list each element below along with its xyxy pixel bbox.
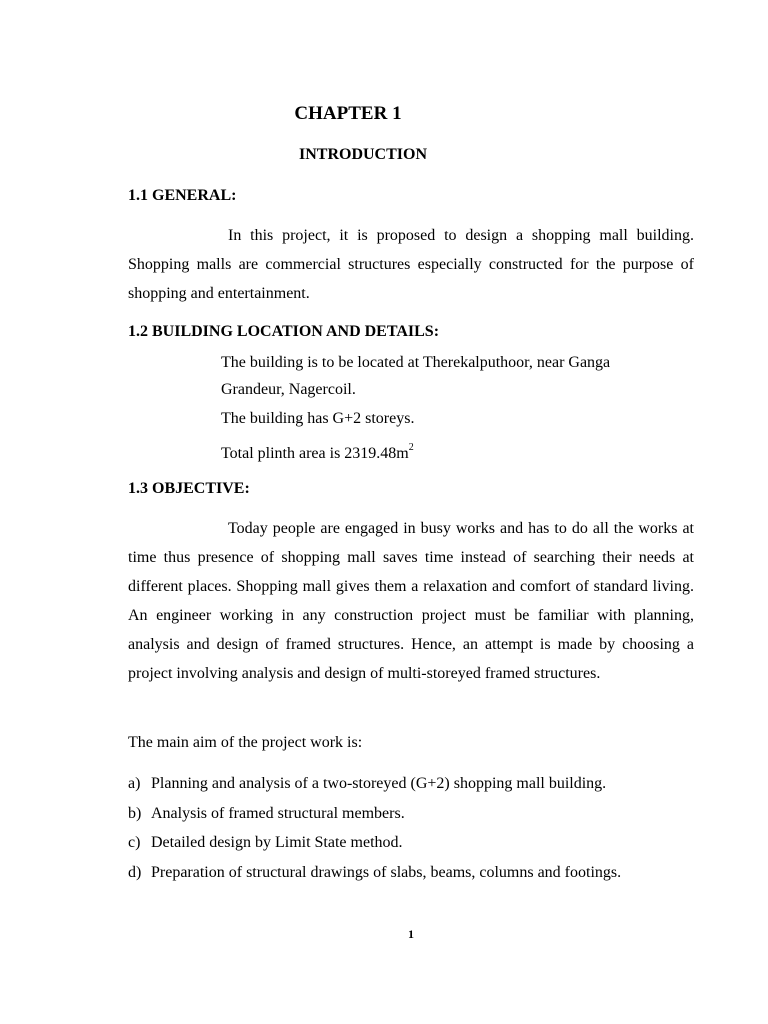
chapter-title: CHAPTER 1 xyxy=(294,103,402,124)
plinth-area-line xyxy=(221,442,414,463)
page-number: 1 xyxy=(408,927,414,941)
paragraph-objective: Today people are engaged in busy works and has to do all the works at time thus presence of shopping mall saves time instead of searching their needs at different places. Shopping mall gives them a relaxation and comfort of standard living. An engineer working in any construction project must be familiar with planning, analysis and design of framed structures. Hence, an attempt is made by choosing a project involving analysis and design of multi-storeyed framed structures. xyxy=(128,520,694,682)
location-line-1: The building is to be located at Therekalputhoor, near Ganga xyxy=(221,354,611,371)
location-line-2: Grandeur, Nagercoil. xyxy=(221,381,356,398)
list-item xyxy=(128,858,621,888)
plinth-area-text: Total plinth area is 2319.48m xyxy=(221,445,409,462)
paragraph-general: In this project, it is proposed to design a shopping mall building. Shopping malls are commercial structures especially constructed for the purpose of shopping and entertainment. xyxy=(128,227,694,302)
storeys-line: The building has G+2 storeys. xyxy=(221,410,415,427)
list-item-text: Analysis of framed structural members. xyxy=(151,804,405,822)
list-item xyxy=(128,769,621,799)
list-item xyxy=(128,799,621,829)
heading-general: 1.1 GENERAL: xyxy=(128,187,237,204)
list-marker: a) xyxy=(128,775,141,792)
plinth-area-exponent: 2 xyxy=(408,442,414,453)
aims-list xyxy=(128,769,621,887)
section-title: INTRODUCTION xyxy=(298,146,427,163)
aim-intro: The main aim of the project work is: xyxy=(128,734,363,751)
list-item-text: Preparation of structural drawings of slabs, beams, columns and footings. xyxy=(151,863,622,881)
heading-objective: 1.3 OBJECTIVE: xyxy=(128,480,250,497)
list-item xyxy=(128,828,621,858)
list-marker: c) xyxy=(128,834,141,851)
list-item-text: Detailed design by Limit State method. xyxy=(151,834,403,851)
list-marker: b) xyxy=(128,804,142,822)
list-marker: d) xyxy=(128,863,142,881)
heading-location: 1.2 BUILDING LOCATION AND DETAILS: xyxy=(128,323,440,340)
list-item-text: Planning and analysis of a two-storeyed (G+2) shopping mall building. xyxy=(151,775,607,792)
